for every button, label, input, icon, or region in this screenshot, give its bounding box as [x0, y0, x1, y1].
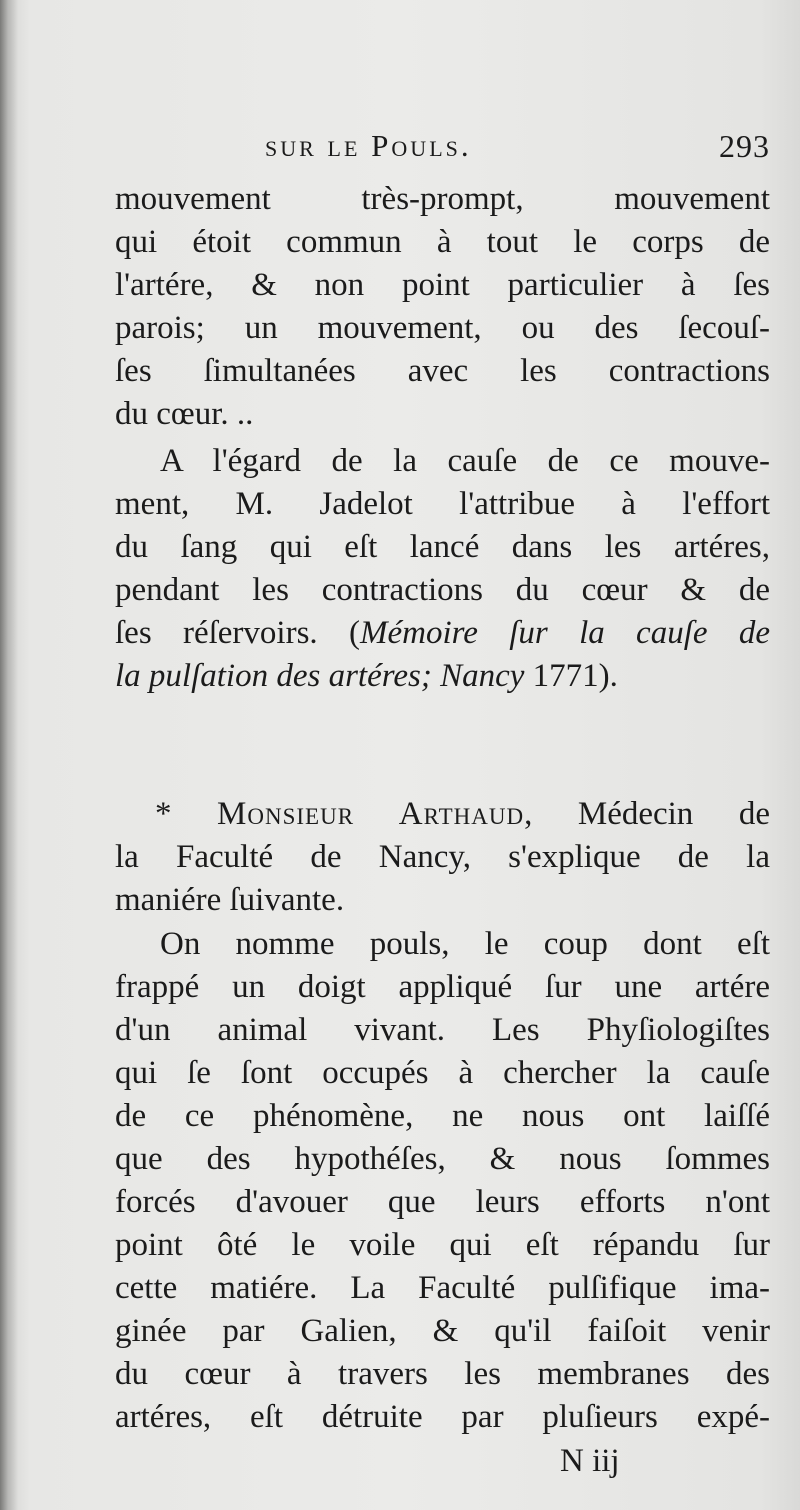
- text-line: [115, 655, 770, 698]
- page-number: 293: [719, 128, 770, 164]
- text-line: artéres, eſt détruite par pluſieurs expé-: [115, 1399, 770, 1435]
- citation-italic: Mémoire ſur la cauſe de: [360, 615, 770, 651]
- text-line: maniére ſuivante.: [115, 882, 345, 918]
- signature-mark: N iij: [560, 1443, 620, 1479]
- text-line: que des hypothéſes, & nous ſommes: [115, 1141, 770, 1177]
- text-line: A l'égard de la cauſe de ce mouve-: [160, 443, 770, 479]
- text-line: point ôté le voile qui eſt répandu ſur: [115, 1227, 770, 1263]
- text-line: [115, 612, 770, 655]
- running-title: sur le Pouls.: [265, 128, 472, 163]
- text-line: qui ſe ſont occupés à chercher la cauſe: [115, 1055, 770, 1091]
- text-line: qui étoit commun à tout le corps de: [115, 224, 770, 260]
- text-line: frappé un doigt appliqué ſur une artére: [115, 969, 770, 1005]
- text-line: du cœur. ..: [115, 396, 254, 432]
- text-fragment: , Médecin de: [524, 796, 770, 832]
- text-line: On nomme pouls, le coup dont eſt: [160, 926, 770, 962]
- text-line: [155, 793, 770, 836]
- page-header: [115, 128, 770, 168]
- text-line: ginée par Galien, & qu'il faiſoit venir: [115, 1313, 770, 1349]
- text-line: du cœur à travers les membranes des: [115, 1356, 770, 1392]
- text-line: pendant les contractions du cœur & de: [115, 572, 770, 608]
- text-line: la Faculté de Nancy, s'explique de la: [115, 839, 770, 875]
- text-line: ſes ſimultanées avec les contractions: [115, 353, 770, 389]
- text-line: l'artére, & non point particulier à ſes: [115, 267, 770, 303]
- text-line: cette matiére. La Faculté pulſifique ima-: [115, 1270, 770, 1306]
- text-line: mouvement très-prompt, mouvement: [115, 181, 770, 217]
- text-line: parois; un mouvement, ou des ſecouſ-: [115, 310, 770, 346]
- text-line: de ce phénomène, ne nous ont laiſſé: [115, 1098, 770, 1134]
- text-line: forcés d'avouer que leurs efforts n'ont: [115, 1184, 770, 1220]
- footnote-asterisk: *: [155, 796, 218, 832]
- text-line: ment, M. Jadelot l'attribue à l'effort: [115, 486, 770, 522]
- citation-italic: la pulſation des artéres; Nancy: [115, 658, 525, 694]
- text-line: du ſang qui eſt lancé dans les artéres,: [115, 529, 770, 565]
- text-fragment: 1771).: [524, 658, 618, 694]
- spine-shadow: [0, 0, 18, 1510]
- author-name: Monsieur Arthaud: [217, 796, 525, 832]
- text-line: d'un animal vivant. Les Phyſiologiſtes: [115, 1012, 770, 1048]
- text-fragment: ſes réſervoirs. (: [115, 615, 360, 651]
